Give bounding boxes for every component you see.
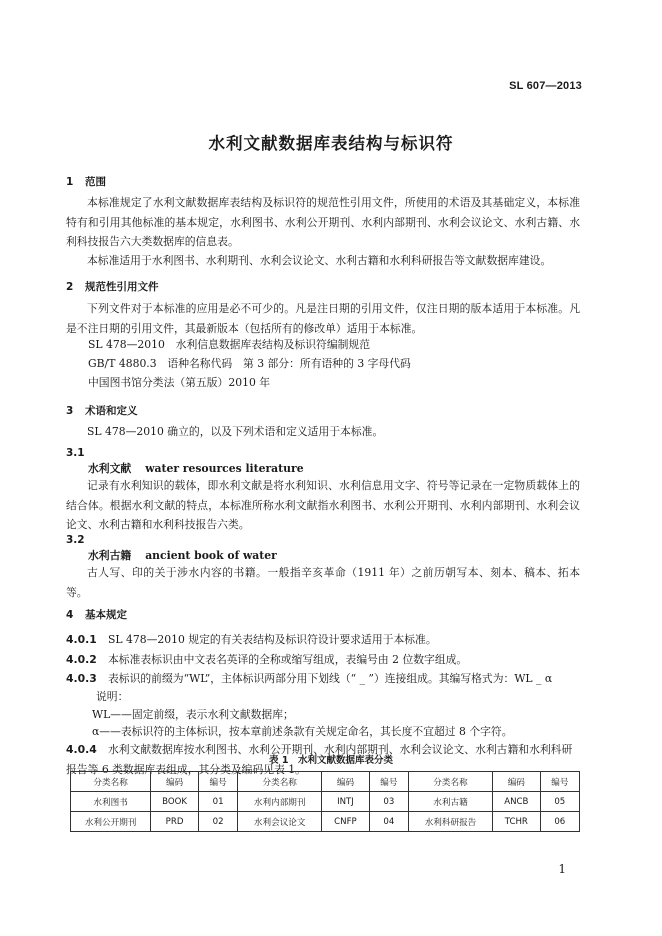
table-cell: 水利古籍 [409, 792, 493, 812]
clause-note-wl: WL——固定前缀，表示水利文献数据库； [92, 708, 294, 721]
clause-number: 4.0.1 [66, 633, 97, 646]
clause-text: 本标准表标识由中文表名英译的全称或缩写组成，表编号由 2 位数字组成。 [108, 653, 468, 666]
table-header-cell: 编码 [322, 772, 370, 792]
section-3-heading [66, 403, 138, 418]
scope-paragraph-1: 本标准规定了水利文献数据库表结构及标识符的规范性引用文件，所使用的术语及其基础定义，本标准特有和引用其他标准的基本规定，水利图书、水利公开期刊、水利内部期刊、水利会议论文、水利古籍、水利科技报告六大类数据库的信息表。 [66, 196, 580, 248]
reference-item: GB/T 4880.3 语种名称代码 第 3 部分：所有语种的 3 字母代码 [88, 357, 411, 370]
term-entry [88, 548, 277, 563]
section-4-heading [66, 607, 127, 622]
section-title: 基本规定 [85, 609, 127, 621]
term-chinese: 水利古籍 [88, 549, 132, 562]
table-row [71, 792, 580, 812]
section-title: 规范性引用文件 [85, 281, 159, 293]
page-number: 1 [558, 862, 566, 876]
clause-note-label: 说明： [96, 690, 129, 703]
table-cell: 01 [198, 792, 237, 812]
table-header-cell: 编号 [198, 772, 237, 792]
table-header-cell: 分类名称 [71, 772, 151, 792]
table-cell: 04 [369, 812, 408, 832]
table-row [71, 812, 580, 832]
document-title: 水利文献数据库表结构与标识符 [208, 134, 454, 153]
standard-code: SL 607—2013 [509, 80, 582, 92]
section-number: 1 [66, 176, 74, 188]
term-english: ancient book of water [145, 549, 277, 562]
scope-paragraph-2: 本标准适用于水利图书、水利期刊、水利会议论文、水利古籍和水利科研报告等文献数据库建设。 [87, 254, 552, 267]
table-cell: 水利图书 [71, 792, 151, 812]
section-number: 4 [66, 609, 74, 621]
term-english: water resources literature [145, 462, 304, 475]
references-intro: 下列文件对于本标准的应用是必不可少的。凡是注日期的引用文件，仅注日期的版本适用于本标准。凡是不注日期的引用文件，其最新版本（包括所有的修改单）适用于本标准。 [66, 302, 580, 335]
terms-intro: SL 478—2010 确立的，以及下列术语和定义适用于本标准。 [87, 425, 384, 438]
term-entry [88, 461, 304, 476]
table-cell: CNFP [322, 812, 370, 832]
section-title: 范围 [85, 176, 106, 188]
term-number: 3.2 [66, 534, 85, 546]
table-header-cell: 编号 [540, 772, 579, 792]
clause-note-alpha: α——表标识符的主体标识，按本章前述条款有关规定命名，其长度不宜超过 8 个字符。 [92, 725, 513, 738]
table-cell: ANCB [492, 792, 540, 812]
term-definition: 记录有水利知识的载体，即水利文献是将水利知识、水利信息用文字、符号等记录在一定物质载体上的结合体。根据水利文献的特点，本标准所称水利文献指水利图书、水利公开期刊、水利内部期刊、水利会议论文、水利古籍和水利科技报告六类。 [66, 479, 580, 531]
table-cell: BOOK [151, 792, 199, 812]
table-cell: 水利会议论文 [238, 812, 322, 832]
table-cell: 水利内部期刊 [238, 792, 322, 812]
clause-text: 水利文献数据库按水利图书、水利公开期刊、水利内部期刊、水利会议论文、水利古籍和水利科研报告等 6 类数据库表组成，其分类及编码见表 1。 [66, 743, 573, 776]
section-1-heading [66, 174, 106, 189]
clause-number: 4.0.3 [66, 672, 97, 685]
section-2-heading [66, 279, 159, 294]
reference-item: SL 478—2010 水利信息数据库表结构及标识符编制规范 [88, 338, 371, 351]
table-header-cell: 编号 [369, 772, 408, 792]
clause-4-0-2 [66, 650, 580, 670]
clause-number: 4.0.4 [66, 743, 97, 756]
clause-text: SL 478—2010 规定的有关表结构及标识符设计要求适用于本标准。 [108, 633, 437, 646]
term-definition: 古人写、印的关于涉水内容的书籍。一般指辛亥革命（1911 年）之前历朝写本、刻本、稿本、拓本等。 [66, 566, 580, 599]
table-cell: 03 [369, 792, 408, 812]
table-cell: INTJ [322, 792, 370, 812]
reference-item: 中国图书馆分类法（第五版）2010 年 [88, 376, 271, 389]
table-cell: 05 [540, 792, 579, 812]
table-header-cell: 编码 [492, 772, 540, 792]
table-header-cell: 分类名称 [409, 772, 493, 792]
table-header-cell: 分类名称 [238, 772, 322, 792]
table-cell: 02 [198, 812, 237, 832]
table-header-cell: 编码 [151, 772, 199, 792]
table-caption: 表 1 水利文献数据库表分类 [269, 755, 393, 766]
table-cell: 06 [540, 812, 579, 832]
clause-4-0-1 [66, 630, 580, 650]
table-cell: PRD [151, 812, 199, 832]
term-number: 3.1 [66, 447, 85, 459]
clause-number: 4.0.2 [66, 653, 97, 666]
clause-4-0-3 [66, 669, 580, 689]
clause-text: 表标识的前缀为“WL”，主体标识两部分用下划线（“ _ ”）连接组成。其编写格式为：WL _ α [108, 672, 553, 685]
classification-table [70, 771, 580, 832]
section-number: 3 [66, 405, 74, 417]
table-cell: 水利公开期刊 [71, 812, 151, 832]
term-chinese: 水利文献 [88, 462, 132, 475]
table-header-row [71, 772, 580, 792]
table-cell: 水利科研报告 [409, 812, 493, 832]
table-cell: TCHR [492, 812, 540, 832]
section-title: 术语和定义 [85, 405, 138, 417]
section-number: 2 [66, 281, 74, 293]
